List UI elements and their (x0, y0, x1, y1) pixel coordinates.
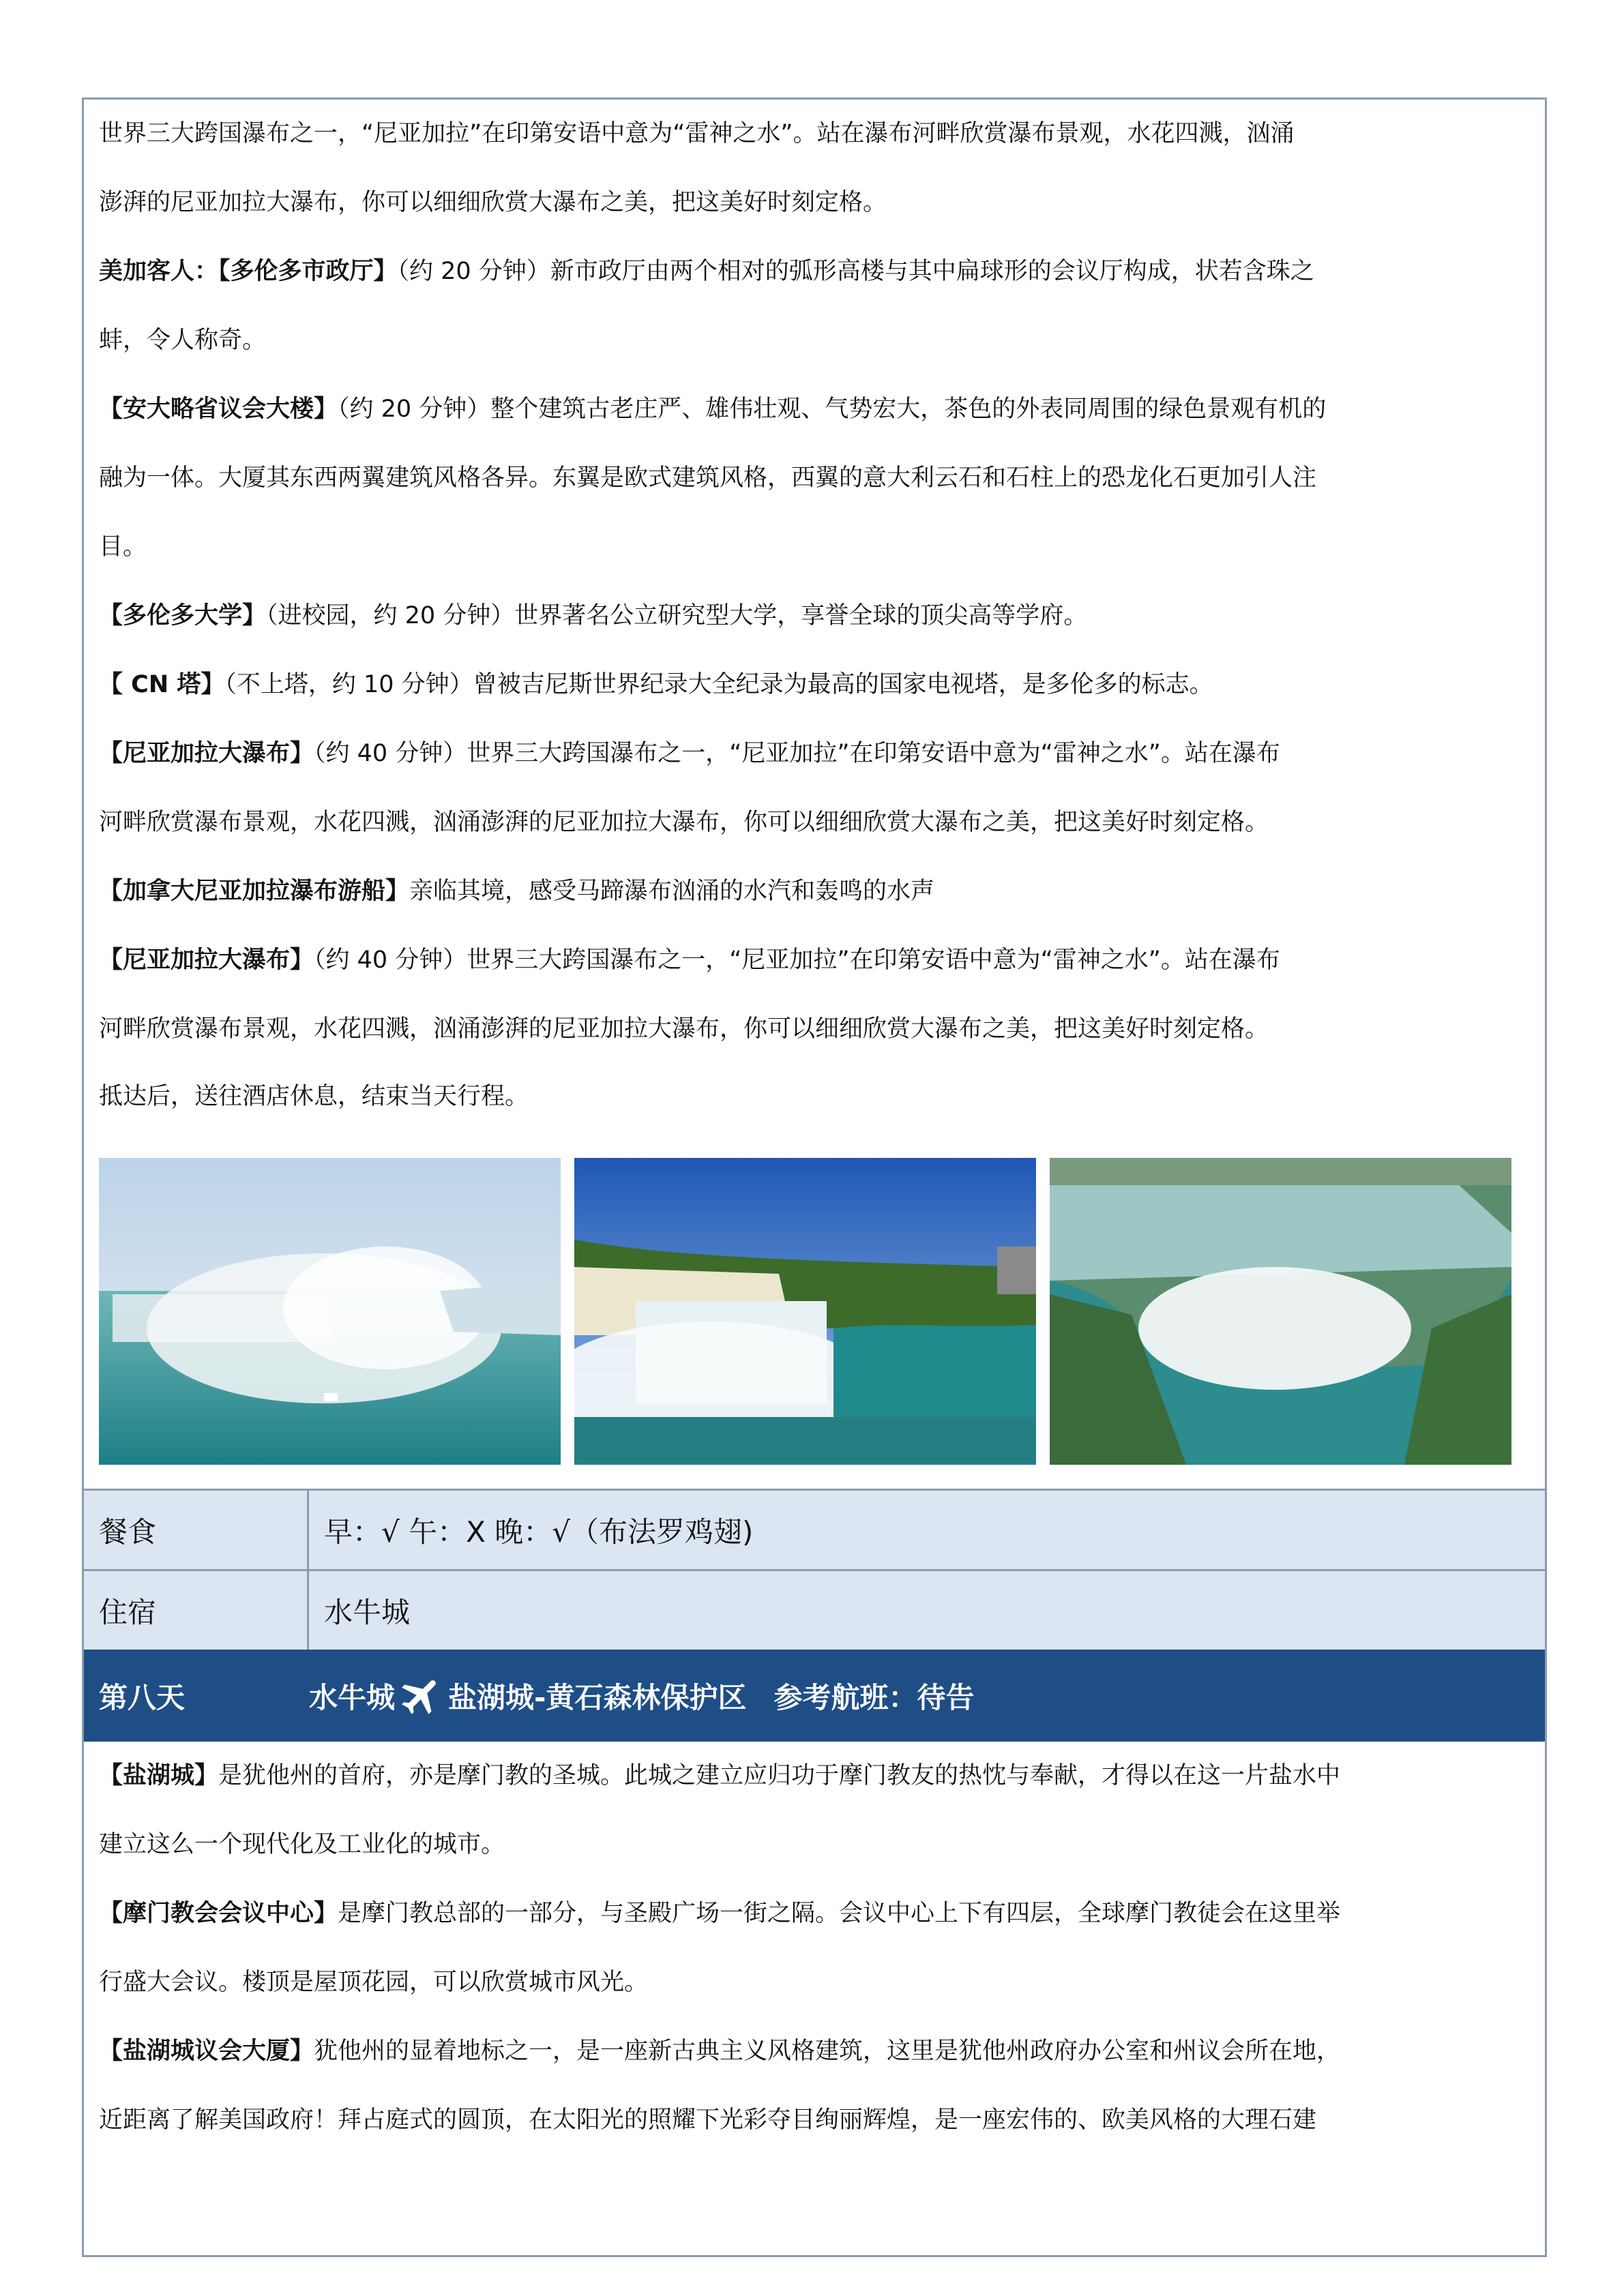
attraction-desc-cont: 建立这么一个现代化及工业化的城市。 (99, 1831, 505, 1858)
airplane-icon (398, 1672, 445, 1720)
attraction-desc: 犹他州的显着地标之一，是一座新古典主义风格建筑，这里是犹他州政府办公室和州议会所在地， (314, 2038, 1341, 2065)
meals-row (84, 1489, 1545, 1569)
attraction-name: 【尼亚加拉大瀑布】 (99, 946, 314, 974)
attraction-desc-cont: 目。 (99, 533, 147, 561)
attraction-name: 【盐湖城议会大厦】 (99, 2038, 314, 2065)
attraction-item (84, 582, 1545, 651)
attraction-item (84, 719, 1545, 788)
attraction-item (84, 926, 1545, 995)
attraction-desc: （约 20 分钟）新市政厅由两个相对的弧形高楼与其中扁球形的会议厅构成，状若含珠之 (397, 258, 1314, 285)
attraction-name: 【摩门教会会议中心】 (99, 1900, 338, 1927)
attraction-name: 【多伦多大学】 (99, 602, 267, 629)
flight-info: 参考航班：待告 (773, 1680, 975, 1714)
attraction-desc: 是摩门教总部的一部分，与圣殿广场一街之隔。会议中心上下有四层，全球摩门教徒会在这里举 (338, 1900, 1341, 1927)
day8-content (84, 1742, 1545, 2155)
day7-content (84, 100, 1545, 1129)
niagara-photo-1 (99, 1158, 561, 1465)
route-from: 水牛城 (309, 1680, 396, 1714)
attraction-desc: （约 40 分钟）世界三大跨国瀑布之一，“尼亚加拉”在印第安语中意为“雷神之水”。站在瀑布 (314, 740, 1280, 767)
attraction-desc-cont: 蚌，令人称奇。 (99, 327, 267, 354)
attraction-desc: （约 20 分钟）整个建筑古老庄严、雄伟壮观、气势宏大，茶色的外表同周围的绿色景观有机的 (338, 396, 1327, 423)
niagara-photo-3 (1050, 1158, 1511, 1465)
attraction-item (84, 2017, 1545, 2086)
attraction-desc-cont: 行盛大会议。楼顶是屋顶花园，可以欣赏城市风光。 (99, 1969, 649, 1996)
route (309, 1650, 974, 1742)
intro-line: 世界三大跨国瀑布之一，“尼亚加拉”在印第安语中意为“雷神之水”。站在瀑布河畔欣赏瀑布景观，水花四溅，汹涌 (99, 120, 1295, 147)
meals-value: 早：√ 午：X 晚：√（布法罗鸡翅) (324, 1515, 754, 1549)
meals-label: 餐食 (84, 1491, 309, 1569)
attraction-item (84, 1879, 1545, 1948)
attraction-name: 【尼亚加拉大瀑布】 (99, 740, 314, 767)
attraction-desc-cont: 近距离了解美国政府！拜占庭式的圆顶，在太阳光的照耀下光彩夺目绚丽辉煌，是一座宏伟的、欧美风格的大理石建 (99, 2106, 1317, 2134)
lodging-label: 住宿 (84, 1571, 309, 1650)
attraction-desc: 是犹他州的首府，亦是摩门教的圣城。此城之建立应归功于摩门教友的热忱与奉献，才得以在这一片盐水中 (218, 1762, 1341, 1789)
photo-strip (99, 1158, 1524, 1465)
lodging-value: 水牛城 (324, 1595, 411, 1629)
attraction-item (84, 857, 1545, 926)
attraction-item (84, 237, 1545, 306)
attraction-desc: （约 40 分钟）世界三大跨国瀑布之一，“尼亚加拉”在印第安语中意为“雷神之水”。站在瀑布 (314, 946, 1280, 974)
closing-note: 抵达后，送往酒店休息，结束当天行程。 (99, 1083, 529, 1110)
intro-line: 澎湃的尼亚加拉大瀑布，你可以细细欣赏大瀑布之美，把这美好时刻定格。 (99, 189, 887, 216)
attraction-name: 【盐湖城】 (99, 1762, 219, 1789)
attraction-desc-cont: 河畔欣赏瀑布景观，水花四溅，汹涌澎湃的尼亚加拉大瀑布，你可以细细欣赏大瀑布之美，把这美好时刻定格。 (99, 809, 1269, 836)
attraction-desc: （进校园，约 20 分钟）世界著名公立研究型大学，享誉全球的顶尖高等学府。 (266, 602, 1088, 629)
attraction-desc: （不上塔，约 10 分钟）曾被吉尼斯世界纪录大全纪录为最高的国家电视塔，是多伦多的标志。 (224, 671, 1213, 698)
attraction-name: 【 CN 塔】 (99, 671, 225, 698)
niagara-photo-2 (574, 1158, 1036, 1465)
lodging-row (84, 1569, 1545, 1650)
itinerary-frame (82, 98, 1547, 2257)
attraction-item (84, 375, 1545, 444)
day8-header (84, 1650, 1545, 1742)
attraction-desc-cont: 融为一体。大厦其东西两翼建筑风格各异。东翼是欧式建筑风格，西翼的意大利云石和石柱上的恐龙化石更加引人注 (99, 464, 1317, 492)
attraction-name: 【安大略省议会大楼】 (99, 396, 338, 423)
attraction-name: 美加客人：【多伦多市政厅】 (99, 258, 398, 285)
attraction-desc: 亲临其境，感受马蹄瀑布汹涌的水汽和轰鸣的水声 (409, 878, 935, 905)
route-to: 盐湖城-黄石森林保护区 (448, 1680, 747, 1714)
attraction-item (84, 651, 1545, 719)
attraction-desc-cont: 河畔欣赏瀑布景观，水花四溅，汹涌澎湃的尼亚加拉大瀑布，你可以细细欣赏大瀑布之美，把这美好时刻定格。 (99, 1015, 1269, 1043)
day-label: 第八天 (99, 1680, 186, 1714)
attraction-item (84, 1742, 1545, 1810)
attraction-name: 【加拿大尼亚加拉瀑布游船】 (99, 878, 410, 905)
